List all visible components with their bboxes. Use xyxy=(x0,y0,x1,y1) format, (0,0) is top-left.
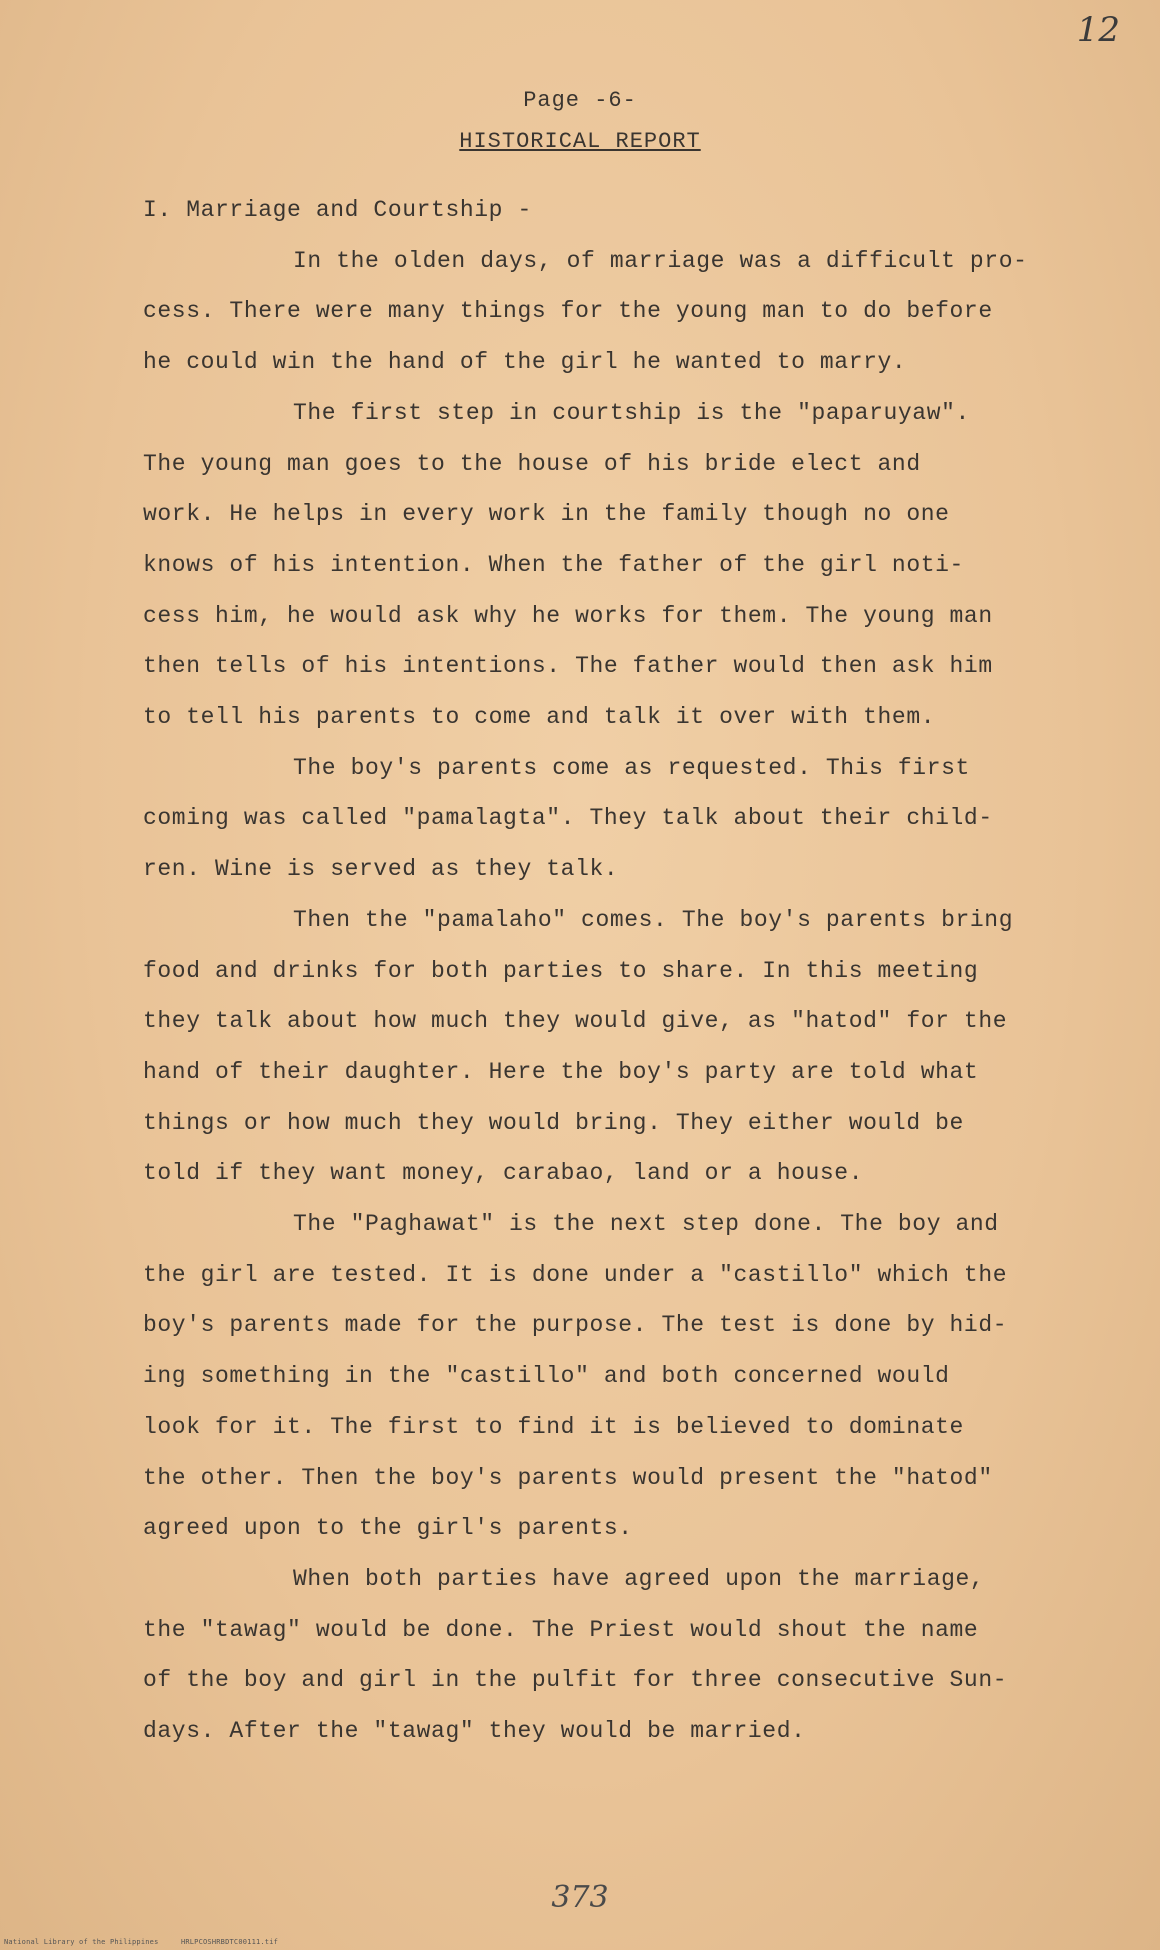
footer-library: National Library of the Philippines xyxy=(4,1938,159,1946)
paragraph: In the olden days, of marriage was a difficult pro- cess. There were many things for the young man to do before he could win the hand of the girl he wanted to marry. xyxy=(143,247,1028,376)
header xyxy=(0,88,1160,154)
section-heading: I. Marriage and Courtship - xyxy=(143,197,532,223)
paragraph: The "Paghawat" is the next step done. The boy and the girl are tested. It is done under a "castillo" which the boy's parents made for the purpose. The test is done by hid- ing something in the "castillo" and both concerned would look for it. The first to find it is believed to dominate the other. Then the boy's parents would present the "hatod" agreed upon to the girl's parents. xyxy=(143,1211,1008,1542)
paragraph: The boy's parents come as requested. This first coming was called "pamalagta". They talk about their child- ren. Wine is served as they talk. xyxy=(143,754,993,883)
paragraph: When both parties have agreed upon the marriage, the "tawag" would be done. The Priest would shout the name of the boy and girl in the pulfit for three consecutive Sun- days. After the "tawag" they would be married. xyxy=(143,1565,1008,1745)
footer-file: HRLPCOSHRBDTC00111.tif xyxy=(180,1938,279,1946)
handwritten-folio-number: 12 xyxy=(1076,10,1120,50)
scan-footer xyxy=(4,1938,296,1946)
report-body xyxy=(143,185,1073,1757)
page-label: Page -6- xyxy=(523,88,637,113)
paragraph: The first step in courtship is the "paparuyaw". The young man goes to the house of his bride elect and work. He helps in every work in the family though no one knows of his intention. When the father of the girl noti- cess him, he would ask why he works for them. The young man then tells of his intentions. The father would then ask him to tell his parents to come and talk it over with them. xyxy=(143,399,993,731)
paragraph: Then the "pamalaho" comes. The boy's parents bring food and drinks for both parties to share. In this meeting they talk about how much they would give, as "hatod" for the hand of their daughter. Here the boy's party are told what things or how much they would bring. They either would be told if they want money, carabao, land or a house. xyxy=(143,906,1014,1187)
report-title: HISTORICAL REPORT xyxy=(459,129,701,154)
handwritten-page-number: 373 xyxy=(551,1880,609,1915)
